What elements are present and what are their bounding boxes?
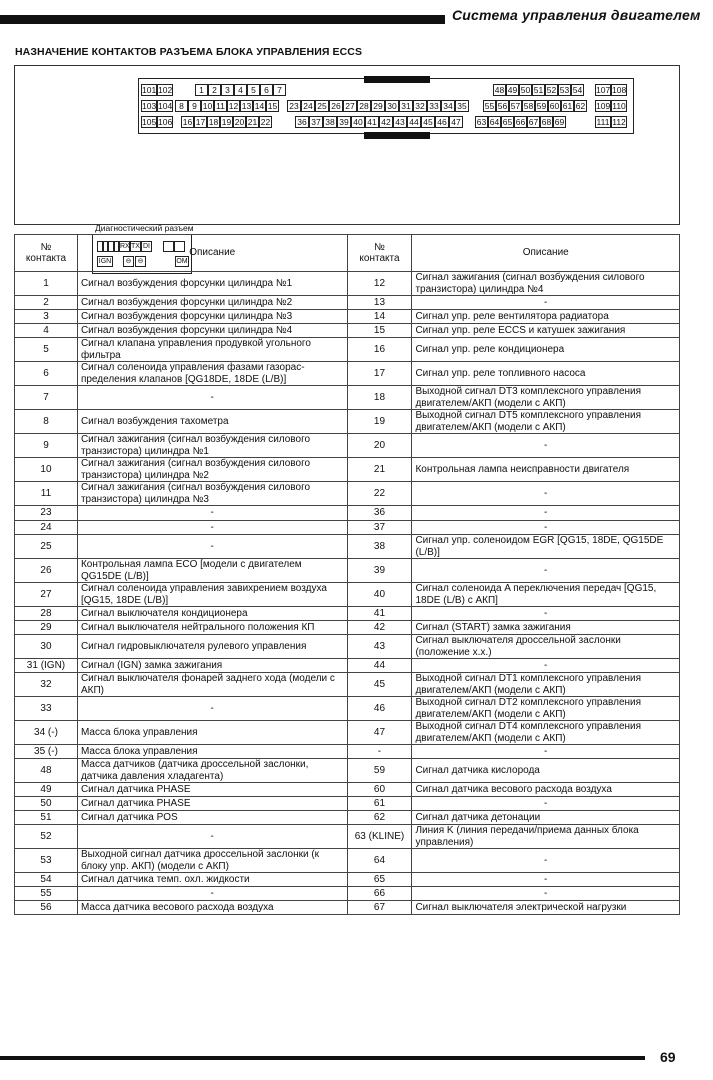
pin-number-right: 64 [347, 849, 412, 873]
pin-number-left: 1 [15, 272, 78, 296]
connector-pin: 25 [315, 100, 329, 112]
header-rule [0, 15, 445, 24]
pin-number-right: 65 [347, 873, 412, 887]
table-row [15, 825, 680, 849]
pin-description-right: Выходной сигнал DT4 комплексного управления двигателем/АКП (модели с АКП) [412, 721, 680, 745]
connector-pin: 41 [365, 116, 379, 128]
table-row [15, 310, 680, 324]
pin-number-left: 4 [15, 324, 78, 338]
connector-pin: 55 [484, 101, 495, 111]
connector-pin: 109 [596, 101, 611, 111]
pin-number-left: 49 [15, 783, 78, 797]
connector-pin: 53 [559, 85, 570, 95]
pin-description-right: - [412, 849, 680, 873]
pin-number-left: 26 [15, 559, 78, 583]
pin-number-right: 60 [347, 783, 412, 797]
table-row [15, 296, 680, 310]
connector-pin: 39 [337, 116, 351, 128]
table-row [15, 559, 680, 583]
pin-description-left: - [77, 697, 347, 721]
pin-number-right: 36 [347, 506, 412, 521]
connector-pin: 4 [234, 84, 247, 96]
connector-pin: 110 [612, 101, 626, 111]
connector-pin: 106 [158, 117, 173, 127]
pin-number-right: 66 [347, 887, 412, 901]
table-row [15, 759, 680, 783]
diagnostic-connector-label: Диагностический разъем [95, 223, 194, 233]
pin-description-left: Сигнал датчика темп. охл. жидкости [77, 873, 347, 887]
connector-pin: 43 [393, 116, 407, 128]
connector-pin: 27 [343, 100, 357, 112]
pin-number-right: 42 [347, 621, 412, 635]
pin-number-left: 8 [15, 410, 78, 434]
page-number: 69 [660, 1049, 676, 1065]
connector-pin: 59 [536, 101, 547, 111]
connector-pin: 7 [273, 84, 286, 96]
connector-pin: 64 [489, 117, 500, 127]
connector-pin: 63 [476, 117, 487, 127]
connector-pin: 24 [301, 100, 315, 112]
connector-key-top [364, 76, 430, 83]
connector-pin: 42 [379, 116, 393, 128]
connector-pin: 66 [515, 117, 526, 127]
pin-description-left: Сигнал возбуждения форсунки цилиндра №4 [77, 324, 347, 338]
pin-description-left: Сигнал возбуждения тахометра [77, 410, 347, 434]
table-header-row [15, 235, 680, 272]
pin-description-right: Сигнал (START) замка зажигания [412, 621, 680, 635]
pin-number-left: 25 [15, 535, 78, 559]
pin-description-left: Масса датчика весового расхода воздуха [77, 901, 347, 915]
pin-number-right: 18 [347, 386, 412, 410]
connector-pin: 103 [142, 101, 157, 111]
pin-number-right: 43 [347, 635, 412, 659]
connector-pin: 65 [502, 117, 513, 127]
pin-description-right: - [412, 745, 680, 759]
table-row [15, 659, 680, 673]
connector-pin: 21 [247, 117, 258, 127]
table-row [15, 607, 680, 621]
table-row [15, 887, 680, 901]
connector-pin: 62 [575, 101, 586, 111]
connector-pin: 14 [254, 101, 265, 111]
connector-pin: 60 [549, 101, 560, 111]
pin-number-right: 15 [347, 324, 412, 338]
pin-description-right: Сигнал датчика кислорода [412, 759, 680, 783]
pin-number-right: 40 [347, 583, 412, 607]
pin-description-right: Выходной сигнал DT3 комплексного управления двигателем/АКП (модели с АКП) [412, 386, 680, 410]
connector-pin: 36 [295, 116, 309, 128]
table-row [15, 673, 680, 697]
header-pin-number-right: № контакта [347, 235, 412, 272]
pin-description-left: Сигнал зажигания (сигнал возбуждения силового транзистора) цилиндра №2 [77, 458, 347, 482]
pin-description-right: - [412, 296, 680, 310]
section-title: НАЗНАЧЕНИЕ КОНТАКТОВ РАЗЪЕМА БЛОКА УПРАВЛЕНИЯ ECCS [15, 46, 363, 58]
connector-pin: 34 [441, 100, 455, 112]
pin-description-left: Сигнал клапана управления продувкой угольного фильтра [77, 338, 347, 362]
pin-description-right: Линия K (линия передачи/приема данных блока управления) [412, 825, 680, 849]
pin-description-left: Сигнал зажигания (сигнал возбуждения силового транзистора) цилиндра №3 [77, 482, 347, 506]
connector-pin: 112 [612, 117, 626, 127]
pin-assignment-table [14, 234, 680, 915]
pin-description-left: - [77, 887, 347, 901]
connector-pin: 13 [241, 101, 252, 111]
pin-description-left: Масса датчиков (датчика дроссельной заслонки, датчика давления хладагента) [77, 759, 347, 783]
pin-number-right: 41 [347, 607, 412, 621]
pin-description-left: Масса блока управления [77, 721, 347, 745]
connector-pin: 8 [175, 100, 188, 112]
pin-number-right: 45 [347, 673, 412, 697]
pin-number-right: 38 [347, 535, 412, 559]
pin-description-right: - [412, 659, 680, 673]
pin-number-left: 5 [15, 338, 78, 362]
pin-description-right: Сигнал упр. реле топливного насоса [412, 362, 680, 386]
pin-description-right: - [412, 434, 680, 458]
pin-number-left: 52 [15, 825, 78, 849]
connector-pin: 67 [528, 117, 539, 127]
diagnostic-pin: TX [131, 243, 140, 250]
pin-description-left: Сигнал гидровыключателя рулевого управления [77, 635, 347, 659]
table-row [15, 635, 680, 659]
connector-pin: 68 [541, 117, 552, 127]
pin-description-right: Выходной сигнал DT2 комплексного управления двигателем/АКП (модели с АКП) [412, 697, 680, 721]
connector-pin: 18 [208, 117, 219, 127]
header-pin-number-left: № контакта [15, 235, 78, 272]
diagnostic-pin: IGN [98, 258, 112, 265]
connector-pin: 54 [572, 85, 583, 95]
pin-number-left: 29 [15, 621, 78, 635]
connector-pin: 35 [455, 100, 469, 112]
pin-description-right: Сигнал соленоида A переключения передач [QG15, 18DE (L/B) с АКП] [412, 583, 680, 607]
connector-pin: 51 [533, 85, 544, 95]
pin-description-left: Сигнал соленоида управления завихрением воздуха [QG15, 18DE (L/B)] [77, 583, 347, 607]
pin-description-right: Сигнал упр. соленоидом EGR [QG15, 18DE, QG15DE (L/B)] [412, 535, 680, 559]
connector-pin: 32 [413, 100, 427, 112]
connector-pin: 69 [554, 117, 565, 127]
connector-pin: 108 [612, 85, 627, 95]
table-row [15, 697, 680, 721]
table-row [15, 410, 680, 434]
pin-number-left: 23 [15, 506, 78, 521]
pin-description-left: Сигнал датчика POS [77, 811, 347, 825]
pin-number-left: 28 [15, 607, 78, 621]
connector-pin: 40 [351, 116, 365, 128]
pin-number-right: 16 [347, 338, 412, 362]
pin-number-right: 14 [347, 310, 412, 324]
pin-number-left: 34 (-) [15, 721, 78, 745]
connector-pin: 57 [510, 101, 521, 111]
header-description-left: Описание [77, 235, 347, 272]
pin-description-right: Сигнал выключателя электрической нагрузки [412, 901, 680, 915]
table-row [15, 849, 680, 873]
pin-description-right: Сигнал упр. реле кондиционера [412, 338, 680, 362]
table-row [15, 621, 680, 635]
pin-number-left: 33 [15, 697, 78, 721]
pin-description-right: Контрольная лампа неисправности двигателя [412, 458, 680, 482]
pin-number-left: 35 (-) [15, 745, 78, 759]
connector-pin: 20 [234, 117, 245, 127]
pin-description-left: Сигнал датчика PHASE [77, 797, 347, 811]
connector-pin: 56 [497, 101, 508, 111]
table-row [15, 583, 680, 607]
header-title: Система управления двигателем [452, 7, 701, 23]
pin-number-right: 13 [347, 296, 412, 310]
connector-pin: 46 [435, 116, 449, 128]
connector-pin: 105 [142, 117, 157, 127]
pin-description-right: - [412, 506, 680, 521]
pin-number-right: 44 [347, 659, 412, 673]
table-row [15, 272, 680, 296]
pin-number-right: 39 [347, 559, 412, 583]
connector-pin: 107 [596, 85, 611, 95]
pin-description-right: - [412, 521, 680, 535]
pin-number-left: 31 (IGN) [15, 659, 78, 673]
pin-number-right: 19 [347, 410, 412, 434]
pin-number-right: 20 [347, 434, 412, 458]
pin-number-right: 67 [347, 901, 412, 915]
table-row [15, 434, 680, 458]
pin-number-left: 6 [15, 362, 78, 386]
pin-number-left: 55 [15, 887, 78, 901]
table-row [15, 458, 680, 482]
connector-pin: 30 [385, 100, 399, 112]
connector-pin: 15 [267, 101, 278, 111]
connector-pin: 6 [260, 84, 273, 96]
pin-description-right: Выходной сигнал DT5 комплексного управления двигателем/АКП (модели с АКП) [412, 410, 680, 434]
table-row [15, 362, 680, 386]
pin-number-left: 10 [15, 458, 78, 482]
connector-pin: 31 [399, 100, 413, 112]
connector-pin: 9 [188, 100, 201, 112]
pin-description-left: Сигнал датчика PHASE [77, 783, 347, 797]
connector-pin: 23 [287, 100, 301, 112]
pin-number-right: 22 [347, 482, 412, 506]
pin-description-left: Масса блока управления [77, 745, 347, 759]
pin-number-right: 46 [347, 697, 412, 721]
pin-number-right: 62 [347, 811, 412, 825]
pin-description-left: Сигнал выключателя кондиционера [77, 607, 347, 621]
pin-description-right: - [412, 482, 680, 506]
connector-pin: 45 [421, 116, 435, 128]
pin-number-left: 50 [15, 797, 78, 811]
pin-description-right: Выходной сигнал DT1 комплексного управления двигателем/АКП (модели с АКП) [412, 673, 680, 697]
pin-number-left: 3 [15, 310, 78, 324]
connector-pin: 12 [228, 101, 239, 111]
pin-number-left: 7 [15, 386, 78, 410]
diagnostic-pin: RX [120, 243, 130, 250]
pin-number-left: 24 [15, 521, 78, 535]
pin-number-right: 59 [347, 759, 412, 783]
pin-number-left: 2 [15, 296, 78, 310]
pin-description-right: Сигнал датчика детонации [412, 811, 680, 825]
pin-description-left: Контрольная лампа ECO [модели с двигателем QG15DE (L/B)] [77, 559, 347, 583]
pin-number-right: 63 (KLINE) [347, 825, 412, 849]
table-row [15, 721, 680, 745]
pin-description-left: Сигнал зажигания (сигнал возбуждения силового транзистора) цилиндра №1 [77, 434, 347, 458]
connector-pin: 38 [323, 116, 337, 128]
connector-pin: 47 [449, 116, 463, 128]
pin-number-right: 17 [347, 362, 412, 386]
pin-number-left: 30 [15, 635, 78, 659]
connector-pin: 37 [309, 116, 323, 128]
connector-pin: 3 [221, 84, 234, 96]
pin-description-right: - [412, 873, 680, 887]
pin-description-right: Сигнал выключателя дроссельной заслонки (положение х.х.) [412, 635, 680, 659]
pin-number-left: 48 [15, 759, 78, 783]
table-row [15, 535, 680, 559]
connector-pin: 48 [494, 85, 505, 95]
table-row [15, 901, 680, 915]
pin-description-left: Сигнал выключателя фонарей заднего хода (модели с АКП) [77, 673, 347, 697]
pin-number-left: 9 [15, 434, 78, 458]
connector-pin: 11 [214, 100, 227, 112]
pin-description-left: Сигнал возбуждения форсунки цилиндра №1 [77, 272, 347, 296]
connector-pin: 101 [142, 85, 157, 95]
footer-rule [0, 1056, 645, 1060]
connector-pin: 2 [208, 84, 221, 96]
connector-pin: 52 [546, 85, 557, 95]
connector-pin: 1 [195, 84, 208, 96]
table-row [15, 521, 680, 535]
pin-number-left: 32 [15, 673, 78, 697]
table-row [15, 783, 680, 797]
connector-pin: 102 [158, 85, 173, 95]
table-row [15, 338, 680, 362]
pin-number-left: 11 [15, 482, 78, 506]
connector-pin: 5 [247, 84, 260, 96]
diagnostic-pin: ⊖ [123, 256, 134, 267]
connector-pin: 50 [520, 85, 531, 95]
pin-description-left: - [77, 535, 347, 559]
connector-pin: 26 [329, 100, 343, 112]
pin-description-right: Сигнал датчика весового расхода воздуха [412, 783, 680, 797]
pin-number-right: 12 [347, 272, 412, 296]
pin-description-left: Сигнал возбуждения форсунки цилиндра №3 [77, 310, 347, 324]
table-row [15, 386, 680, 410]
connector-pin: 33 [427, 100, 441, 112]
connector-pin: 16 [182, 117, 193, 127]
pin-description-left: Сигнал выключателя нейтрального положения КП [77, 621, 347, 635]
pin-description-right: - [412, 887, 680, 901]
pin-number-right: - [347, 745, 412, 759]
pin-description-left: Сигнал возбуждения форсунки цилиндра №2 [77, 296, 347, 310]
pin-description-right: - [412, 607, 680, 621]
connector-pin: 10 [202, 101, 213, 111]
pin-description-right: - [412, 559, 680, 583]
pin-number-left: 56 [15, 901, 78, 915]
pin-description-left: - [77, 386, 347, 410]
table-row [15, 506, 680, 521]
table-row [15, 811, 680, 825]
pin-number-right: 37 [347, 521, 412, 535]
table-row [15, 797, 680, 811]
pin-description-left: Сигнал (IGN) замка зажигания [77, 659, 347, 673]
pin-number-right: 61 [347, 797, 412, 811]
pin-description-right: - [412, 797, 680, 811]
pin-number-left: 53 [15, 849, 78, 873]
diagnostic-pin: ⊖ [135, 256, 146, 267]
connector-pin: 49 [507, 85, 518, 95]
pin-number-left: 27 [15, 583, 78, 607]
table-row [15, 873, 680, 887]
diagnostic-pin: OM [176, 258, 188, 265]
connector-pin: 44 [407, 116, 421, 128]
table-row [15, 482, 680, 506]
pin-number-right: 21 [347, 458, 412, 482]
table-body [15, 272, 680, 915]
pin-number-right: 47 [347, 721, 412, 745]
header-description-right: Описание [412, 235, 680, 272]
connector-pin: 19 [221, 117, 232, 127]
pin-description-right: Сигнал упр. реле вентилятора радиатора [412, 310, 680, 324]
connector-pin: 29 [371, 100, 385, 112]
connector-pin: 104 [158, 101, 173, 111]
connector-pin: 61 [562, 101, 573, 111]
connector-pin: 22 [260, 117, 271, 127]
connector-pin: 111 [596, 117, 610, 127]
pin-description-left: - [77, 506, 347, 521]
pin-description-left: Выходной сигнал датчика дроссельной заслонки (к блоку упр. АКП) (модели с АКП) [77, 849, 347, 873]
pin-description-right: Сигнал зажигания (сигнал возбуждения силового транзистора) цилиндра №4 [412, 272, 680, 296]
table-row [15, 745, 680, 759]
connector-pin: 28 [357, 100, 371, 112]
connector-key-bottom [364, 132, 430, 139]
pin-description-right: Сигнал упр. реле ECCS и катушек зажигания [412, 324, 680, 338]
pin-number-left: 51 [15, 811, 78, 825]
connector-pin: 58 [523, 101, 534, 111]
table-row [15, 324, 680, 338]
diagnostic-pin: DI [143, 243, 150, 250]
pin-description-left: - [77, 825, 347, 849]
connector-pin: 17 [195, 117, 206, 127]
pin-description-left: - [77, 521, 347, 535]
pin-number-left: 54 [15, 873, 78, 887]
pin-description-left: Сигнал соленоида управления фазами газорас-пределения клапанов [QG18DE, 18DE (L/B)] [77, 362, 347, 386]
